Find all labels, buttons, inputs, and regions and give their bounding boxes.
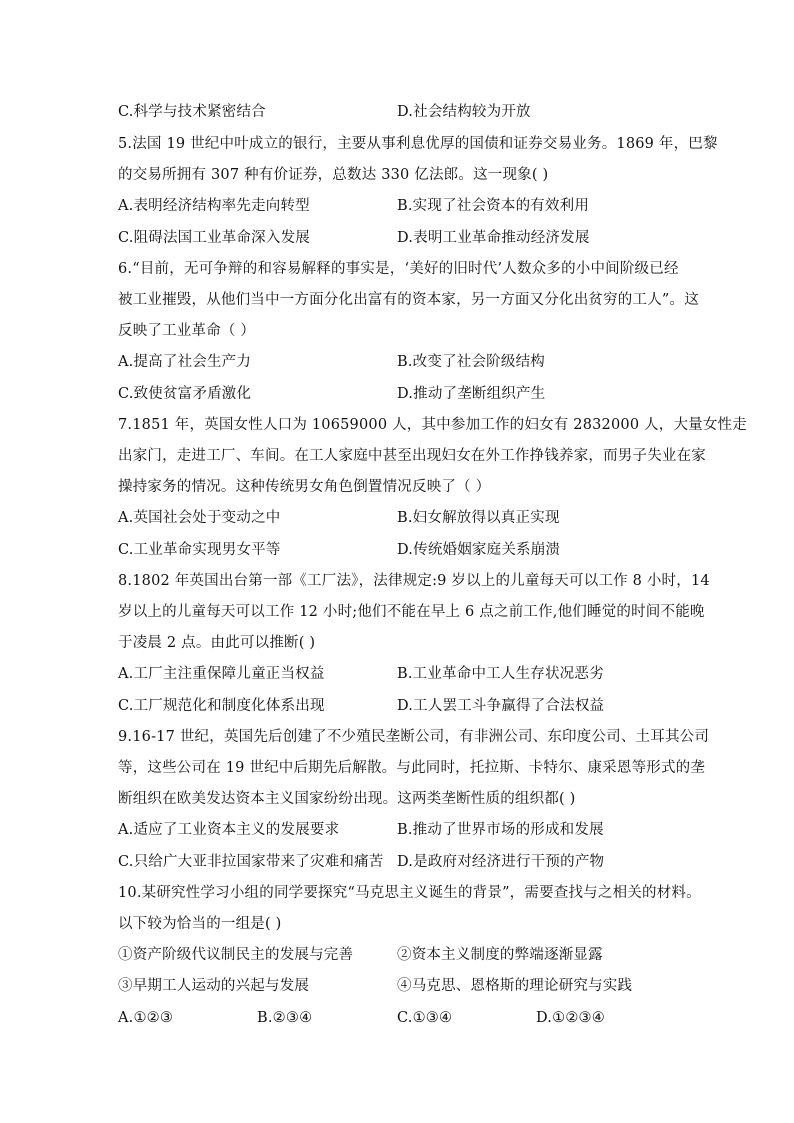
q8-option-c[interactable]: C.工厂规范化和制度化体系出现 bbox=[118, 698, 325, 714]
q8-option-d[interactable]: D.工人罢工斗争赢得了合法权益 bbox=[397, 698, 605, 714]
q7-option-c[interactable]: C.工业革命实现男女平等 bbox=[118, 542, 281, 558]
q4-option-c[interactable]: C.科学与技术紧密结合 bbox=[118, 104, 266, 120]
q9-option-c[interactable]: C.只给广大亚非拉国家带来了灾难和痛苦 bbox=[118, 854, 384, 870]
q10-item-1: ①资产阶级代议制民主的发展与完善 bbox=[118, 947, 354, 963]
q10-stem-line-1: 10.某研究性学习小组的同学要探究“马克思主义诞生的背景”，需要查找与之相关的材料。 bbox=[118, 885, 701, 901]
q10-option-a[interactable]: A.①②③ bbox=[118, 1010, 174, 1026]
q5-option-c[interactable]: C.阻碍法国工业革命深入发展 bbox=[118, 230, 310, 246]
q10-item-3: ③早期工人运动的兴起与发展 bbox=[118, 978, 310, 994]
q5-option-d[interactable]: D.表明工业革命推动经济发展 bbox=[397, 230, 590, 246]
q5-option-b[interactable]: B.实现了社会资本的有效利用 bbox=[397, 198, 590, 214]
q6-option-a[interactable]: A.提高了社会生产力 bbox=[118, 354, 252, 370]
q7-stem-line-1: 7.1851 年，英国女性人口为 10659000 人，其中参加工作的妇女有 2832000 人，大量女性走 bbox=[118, 417, 747, 433]
q7-option-a[interactable]: A.英国社会处于变动之中 bbox=[118, 510, 281, 526]
q10-option-c[interactable]: C.①③④ bbox=[397, 1010, 453, 1026]
q6-option-c[interactable]: C.致使贫富矛盾激化 bbox=[118, 386, 252, 402]
q9-stem-line-2: 等，这些公司在 19 世纪中后期先后解散。与此同时，托拉斯、卡特尔、康采恩等形式的垄 bbox=[118, 760, 706, 776]
q10-stem-line-2: 以下较为恰当的一组是( ) bbox=[118, 916, 282, 932]
q8-stem-line-3: 于凌晨 2 点。由此可以推断( ) bbox=[118, 635, 316, 651]
q8-option-b[interactable]: B.工业革命中工人生存状况恶劣 bbox=[397, 666, 604, 682]
q5-option-a[interactable]: A.表明经济结构率先走向转型 bbox=[118, 198, 310, 214]
q6-stem-line-3: 反映了工业革命（ ） bbox=[118, 323, 256, 339]
q9-stem-line-3: 断组织在欧美发达资本主义国家纷纷出现。这两类垄断性质的组织都( ) bbox=[118, 791, 576, 807]
q7-option-b[interactable]: B.妇女解放得以真正实现 bbox=[397, 510, 560, 526]
q9-stem-line-1: 9.16-17 世纪，英国先后创建了不少殖民垄断公司，有非洲公司、东印度公司、土耳其公司 bbox=[118, 729, 710, 745]
q7-stem-line-2: 出家门，走进工厂、车间。在工人家庭中甚至出现妇女在外工作挣钱养家，而男子失业在家 bbox=[118, 448, 706, 464]
q6-stem-line-2: 被工业摧毁，从他们当中一方面分化出富有的资本家，另一方面又分化出贫穷的工人”。这 bbox=[118, 292, 699, 308]
q4-option-d[interactable]: D.社会结构较为开放 bbox=[397, 104, 531, 120]
q8-stem-line-2: 岁以上的儿童每天可以工作 12 小时;他们不能在早上 6 点之前工作,他们睡觉的时间不能晚 bbox=[118, 604, 705, 620]
q8-stem-line-1: 8.1802 年英国出台第一部《工厂法》，法律规定:9 岁以上的儿童每天可以工作 8 小时，14 bbox=[118, 573, 710, 589]
q10-item-4: ④马克思、恩格斯的理论研究与实践 bbox=[397, 978, 633, 994]
q10-option-b[interactable]: B.②③④ bbox=[257, 1010, 313, 1026]
q7-stem-line-3: 操持家务的情况。这种传统男女角色倒置情况反映了（ ） bbox=[118, 479, 491, 495]
q6-option-d[interactable]: D.推动了垄断组织产生 bbox=[397, 386, 546, 402]
q5-stem-line-2: 的交易所拥有 307 种有价证券，总数达 330 亿法郎。这一现象( ) bbox=[118, 167, 549, 183]
q9-option-a[interactable]: A.适应了工业资本主义的发展要求 bbox=[118, 822, 340, 838]
q8-option-a[interactable]: A.工厂主注重保障儿童正当权益 bbox=[118, 666, 325, 682]
q5-stem-line-1: 5.法国 19 世纪中叶成立的银行，主要从事利息优厚的国债和证券交易业务。1869 年，巴黎 bbox=[118, 136, 718, 152]
q10-option-d[interactable]: D.①②③④ bbox=[536, 1010, 605, 1026]
q9-option-d[interactable]: D.是政府对经济进行干预的产物 bbox=[397, 854, 605, 870]
q7-option-d[interactable]: D.传统婚姻家庭关系崩溃 bbox=[397, 542, 561, 558]
q9-option-b[interactable]: B.推动了世界市场的形成和发展 bbox=[397, 822, 604, 838]
q6-option-b[interactable]: B.改变了社会阶级结构 bbox=[397, 354, 545, 370]
q10-item-2: ②资本主义制度的弊端逐渐显露 bbox=[397, 947, 603, 963]
q6-stem-line-1: 6.“目前，无可争辩的和容易解释的事实是，‘美好的旧时代’人数众多的小中间阶级已经 bbox=[118, 261, 679, 277]
